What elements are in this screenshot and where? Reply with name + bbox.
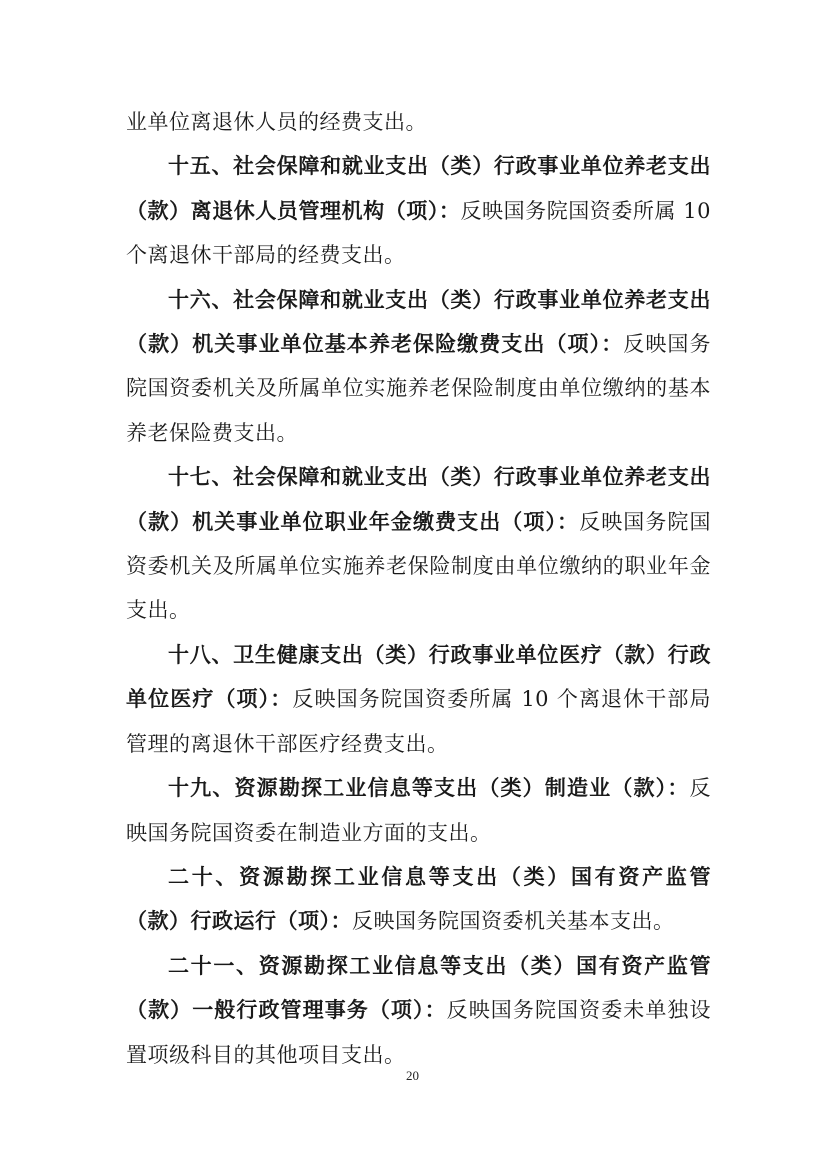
paragraph-item-20 bbox=[126, 855, 711, 944]
item-heading: 十八、卫生健康支出（类）行政事业单位医疗（款）行政单位医疗（项）： bbox=[126, 642, 711, 712]
item-heading: 十九、资源勘探工业信息等支出（类）制造业（款）： bbox=[168, 776, 690, 801]
paragraph-body: 业单位离退休人员的经费支出。 bbox=[126, 110, 427, 134]
paragraph-item-15 bbox=[126, 144, 711, 277]
item-heading: 十五、社会保障和就业支出（类）行政事业单位养老支出（款）离退休人员管理机构（项）： bbox=[126, 154, 711, 223]
item-heading: 二十一、资源勘探工业信息等支出（类）国有资产监管（款）一般行政管理事务（项）： bbox=[126, 953, 711, 1023]
document-body bbox=[126, 100, 711, 1077]
paragraph-body: 反映国务院国资委所属 10 个离退休干部局管理的离退休干部医疗经费支出。 bbox=[126, 687, 711, 756]
paragraph-body: 反映国务院国资委机关及所属单位实施养老保险制度由单位缴纳的基本养老保险费支出。 bbox=[126, 332, 712, 445]
item-heading: 二十、资源勘探工业信息等支出（类）国有资产监管（款）行政运行（项）： bbox=[126, 864, 711, 934]
item-heading: 十七、社会保障和就业支出（类）行政事业单位养老支出（款）机关事业单位职业年金缴费支出（项）： bbox=[126, 465, 711, 534]
paragraph-item-18 bbox=[126, 633, 711, 766]
paragraph-item-17 bbox=[126, 455, 711, 633]
paragraph-item-21 bbox=[126, 944, 711, 1077]
paragraph-item-19 bbox=[126, 766, 711, 855]
paragraph-body: 反映国务院国资委机关基本支出。 bbox=[352, 909, 675, 934]
paragraph-item-16 bbox=[126, 278, 711, 456]
page-number: 20 bbox=[406, 1068, 419, 1083]
paragraph-body: 反映国务院国资委所属 10 个离退休干部局的经费支出。 bbox=[126, 198, 711, 268]
paragraph-body: 反映国务院国资委未单独设置项级科目的其他项目支出。 bbox=[126, 998, 712, 1067]
paragraph-continuation bbox=[126, 100, 711, 144]
item-heading: 十六、社会保障和就业支出（类）行政事业单位养老支出（款）机关事业单位基本养老保险缴费支出（项）： bbox=[126, 287, 711, 357]
paragraph-body: 反映国务院国资委机关及所属单位实施养老保险制度由单位缴纳的职业年金支出。 bbox=[126, 509, 712, 623]
paragraph-body: 反映国务院国资委在制造业方面的支出。 bbox=[126, 776, 711, 845]
